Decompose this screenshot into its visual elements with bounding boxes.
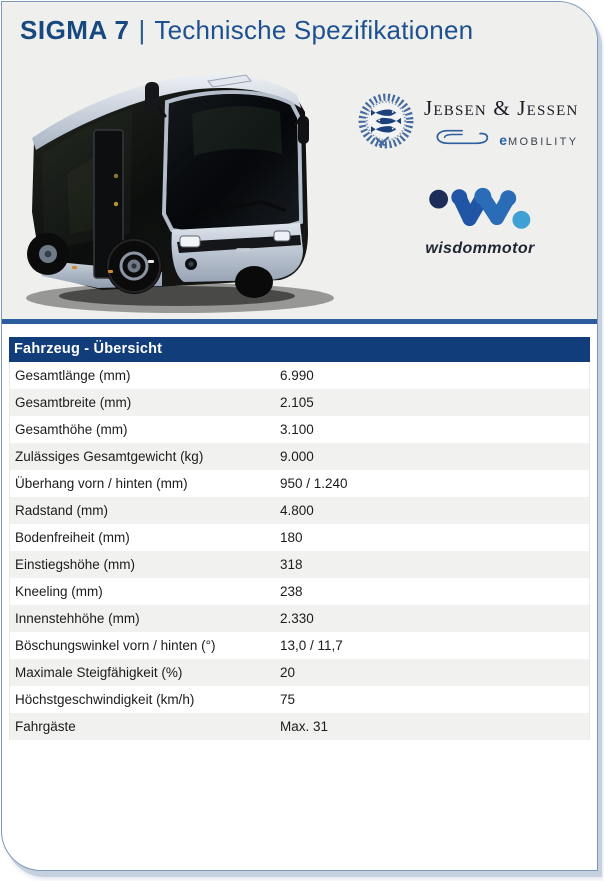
table-row <box>10 362 589 389</box>
table-row <box>10 524 589 551</box>
spec-label: Böschungswinkel vorn / hinten (°) <box>15 638 216 653</box>
table-row <box>10 497 589 524</box>
table-title: Fahrzeug - Übersicht <box>9 337 590 362</box>
spec-label: Überhang vorn / hinten (mm) <box>15 476 188 491</box>
spec-value: 9.000 <box>280 449 314 464</box>
table-row <box>10 578 589 605</box>
spec-value: 318 <box>280 557 303 572</box>
table-row <box>10 470 589 497</box>
table-row <box>10 632 589 659</box>
spec-label: Höchstgeschwindigkeit (km/h) <box>15 692 195 707</box>
emobility-swoosh-icon <box>434 128 492 151</box>
bus-image <box>12 54 346 320</box>
table-row <box>10 443 589 470</box>
spec-value: 20 <box>280 665 296 680</box>
table-row <box>10 416 589 443</box>
spec-table <box>9 362 590 740</box>
spec-value: Max. 31 <box>280 719 329 734</box>
spec-value: 75 <box>280 692 296 707</box>
spec-label: Gesamthöhe (mm) <box>15 422 128 437</box>
spec-table-section <box>2 324 597 740</box>
spec-label: Einstiegshöhe (mm) <box>15 557 136 572</box>
title-subtitle: Technische Spezifikationen <box>154 15 474 45</box>
spec-value: 13,0 / 11,7 <box>280 638 343 653</box>
jebsen-jessen-logo <box>357 92 579 155</box>
wisdommotor-mark-icon <box>427 220 533 237</box>
spec-value: 238 <box>280 584 303 599</box>
header-section <box>2 2 597 319</box>
title-separator: | <box>138 15 146 45</box>
spec-value: 180 <box>280 530 303 545</box>
table-row <box>10 686 589 713</box>
jebsen-jessen-wordmark: Jebsen & Jessen <box>424 96 579 120</box>
table-row <box>10 605 589 632</box>
spec-label: Kneeling (mm) <box>15 584 103 599</box>
wisdommotor-wordmark: wisdommotor <box>425 240 535 257</box>
page-title <box>20 15 473 46</box>
spec-value: 4.800 <box>280 503 314 518</box>
spec-label: Fahrgäste <box>15 719 76 734</box>
spec-value: 2.330 <box>280 611 314 626</box>
table-row <box>10 713 589 740</box>
emobility-rest: MOBILITY <box>507 135 579 148</box>
model-name: SIGMA 7 <box>20 15 130 45</box>
spec-value: 950 / 1.240 <box>280 476 348 491</box>
spec-label: Gesamtlänge (mm) <box>15 368 131 383</box>
spec-value: 2.105 <box>280 395 314 410</box>
electric-bus-illustration <box>12 54 346 320</box>
spec-label: Innenstehhöhe (mm) <box>15 611 140 626</box>
table-row <box>10 551 589 578</box>
wisdommotor-logo <box>409 186 551 258</box>
emobility-e: e <box>499 131 508 148</box>
table-row <box>10 389 589 416</box>
table-row <box>10 659 589 686</box>
spec-sheet-page <box>1 1 598 871</box>
spec-label: Zulässiges Gesamtgewicht (kg) <box>15 449 204 464</box>
spec-label: Radstand (mm) <box>15 503 109 518</box>
spec-label: Maximale Steigfähigkeit (%) <box>15 665 183 680</box>
spec-value: 6.990 <box>280 368 314 383</box>
spec-value: 3.100 <box>280 422 314 437</box>
spec-label: Bodenfreiheit (mm) <box>15 530 130 545</box>
three-fish-wreath-emblem-icon <box>357 92 415 155</box>
emobility-label <box>499 132 578 148</box>
spec-label: Gesamtbreite (mm) <box>15 395 132 410</box>
